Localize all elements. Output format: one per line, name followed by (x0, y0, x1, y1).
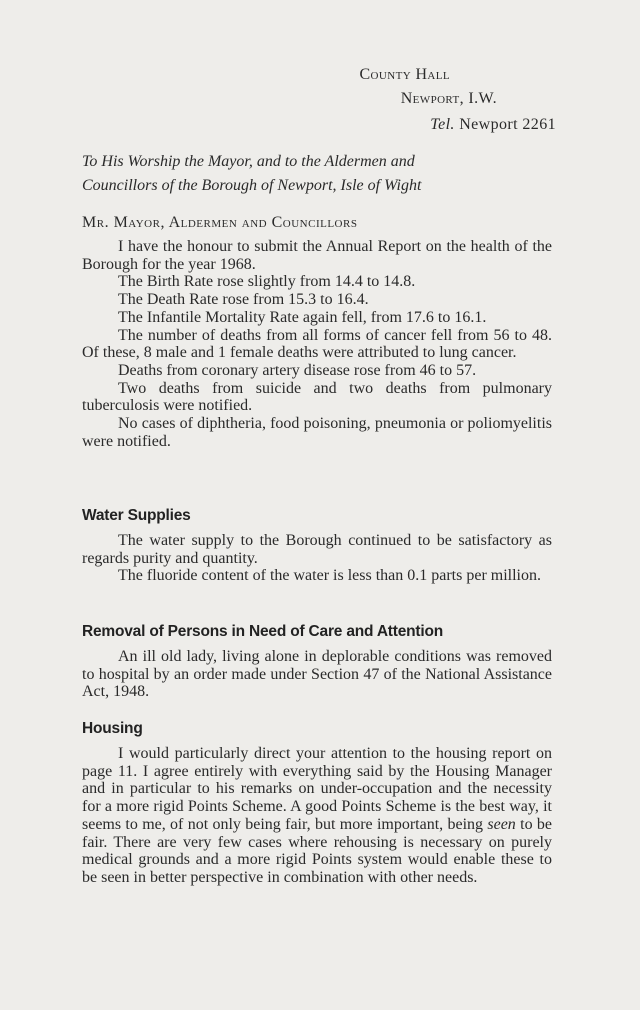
intro-paragraph: Two deaths from suicide and two deaths from pulmonary tuberculosis were notified. (82, 379, 552, 415)
housing-text (82, 745, 552, 887)
address-line-county-hall: County Hall (359, 66, 450, 83)
section-paragraph: An ill old lady, living alone in deplorable conditions was removed to hospital by an order made under Section 47 of the National Assistance Act, 1948. (82, 648, 552, 701)
section-paragraph: The fluoride content of the water is less than 0.1 parts per million. (118, 567, 541, 585)
section-heading-water-supplies: Water Supplies (82, 507, 191, 524)
address-line-newport: Newport, I.W. (400, 90, 497, 107)
intro-paragraph: The Death Rate rose from 15.3 to 16.4. (118, 291, 369, 309)
telephone-prefix: Tel. (430, 116, 455, 133)
water-supplies-text (82, 532, 552, 585)
housing-text-part: I would particularly direct your attention to the housing report on page 11. I agree entirely with everything said by the Housing Manager and in particular to his remarks on under-occupation and the necessity for a more rigid Points Scheme. A good Points Scheme is the best way, it seems to me, of not only being fair, but more important, being (82, 745, 552, 833)
removal-text (82, 648, 552, 701)
intro-paragraph: Deaths from coronary artery disease rose from 46 to 57. (118, 361, 477, 379)
section-heading-removal-of-persons: Removal of Persons in Need of Care and Attention (82, 623, 444, 640)
intro-text (82, 238, 552, 450)
intro-paragraph: The number of deaths from all forms of cancer fell from 56 to 48. Of these, 8 male and 1 female deaths were attributed to lung cancer. (82, 326, 552, 362)
salutation-line-1: To His Worship the Mayor, and to the Aldermen and (82, 153, 415, 170)
intro-paragraph: I have the honour to submit the Annual Report on the health of the Borough for the year 1968. (82, 238, 552, 273)
salutation-line-2: Councillors of the Borough of Newport, Isle of Wight (82, 177, 422, 194)
section-paragraph: The water supply to the Borough continued to be satisfactory as regards purity and quantity. (82, 532, 552, 567)
salutation (82, 150, 562, 198)
intro-paragraph: No cases of diphtheria, food poisoning, pneumonia or poliomyelitis were notified. (82, 415, 552, 450)
intro-paragraph: The Infantile Mortality Rate again fell, from 17.6 to 16.1. (118, 308, 487, 326)
housing-emphasis: seen (487, 815, 516, 833)
telephone-number: Newport 2261 (454, 116, 556, 133)
housing-text-part: to be fair. There are very few cases where rehousing is necessary on purely medical grounds and a more rigid Points system would enable these to be seen in better perspective in combination with other needs. (82, 815, 553, 886)
address-line-telephone (430, 116, 556, 134)
section-heading-housing: Housing (82, 720, 143, 737)
greeting: Mr. Mayor, Aldermen and Councillors (82, 214, 358, 231)
section-paragraph (82, 745, 552, 887)
intro-paragraph: The Birth Rate rose slightly from 14.4 to 14.8. (118, 273, 416, 291)
